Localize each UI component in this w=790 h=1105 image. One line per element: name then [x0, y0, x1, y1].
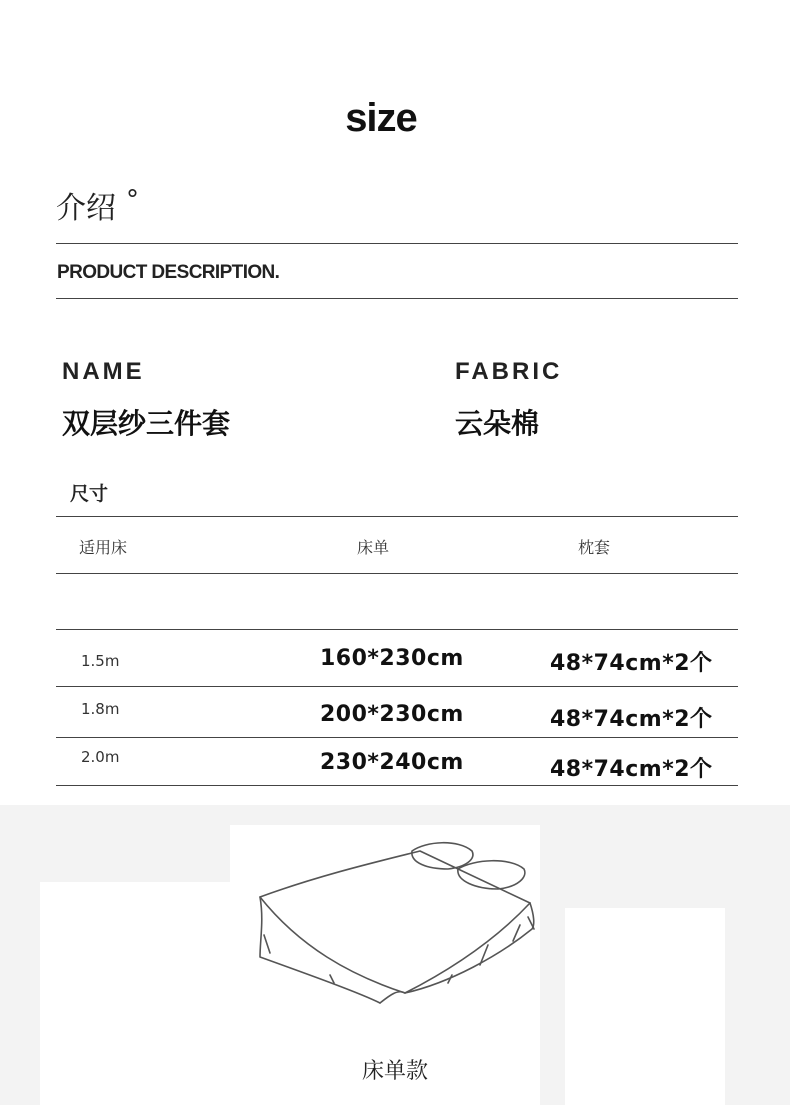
fabric-label: FABRIC: [455, 358, 563, 385]
row-bed-size: 1.5m: [81, 652, 120, 670]
table-divider: [56, 573, 738, 574]
column-header-bed: 适用床: [79, 538, 128, 557]
column-header-sheet: 床单: [357, 538, 390, 557]
divider: [56, 298, 738, 299]
illustration-caption: 床单款: [361, 1059, 428, 1084]
name-value: 双层纱三件套: [62, 407, 231, 440]
row-bed-size: 1.8m: [81, 700, 120, 718]
row-pillow-size: 48*74cm*2个: [550, 707, 713, 732]
table-divider: [56, 516, 738, 517]
row-sheet-size: 230*240cm: [320, 750, 464, 775]
intro-heading: [56, 183, 139, 227]
row-bed-size: 2.0m: [81, 748, 120, 766]
bedsheet-illustration-icon: [230, 825, 540, 1025]
table-divider: [56, 686, 738, 687]
intro-title: 介绍: [56, 191, 116, 226]
table-divider: [56, 785, 738, 786]
table-divider: [56, 629, 738, 630]
intro-degree-mark: °: [126, 185, 139, 215]
row-sheet-size: 160*230cm: [320, 646, 464, 671]
divider: [56, 243, 738, 244]
column-header-pillow: 枕套: [578, 538, 611, 557]
page-title: size: [345, 96, 417, 140]
size-table-heading: 尺寸: [70, 483, 109, 505]
row-sheet-size: 200*230cm: [320, 702, 464, 727]
section-subtitle: PRODUCT DESCRIPTION.: [57, 262, 280, 283]
row-pillow-size: 48*74cm*2个: [550, 651, 713, 676]
table-divider: [56, 737, 738, 738]
row-pillow-size: 48*74cm*2个: [550, 757, 713, 782]
name-label: NAME: [62, 358, 145, 385]
fabric-value: 云朵棉: [455, 407, 540, 440]
